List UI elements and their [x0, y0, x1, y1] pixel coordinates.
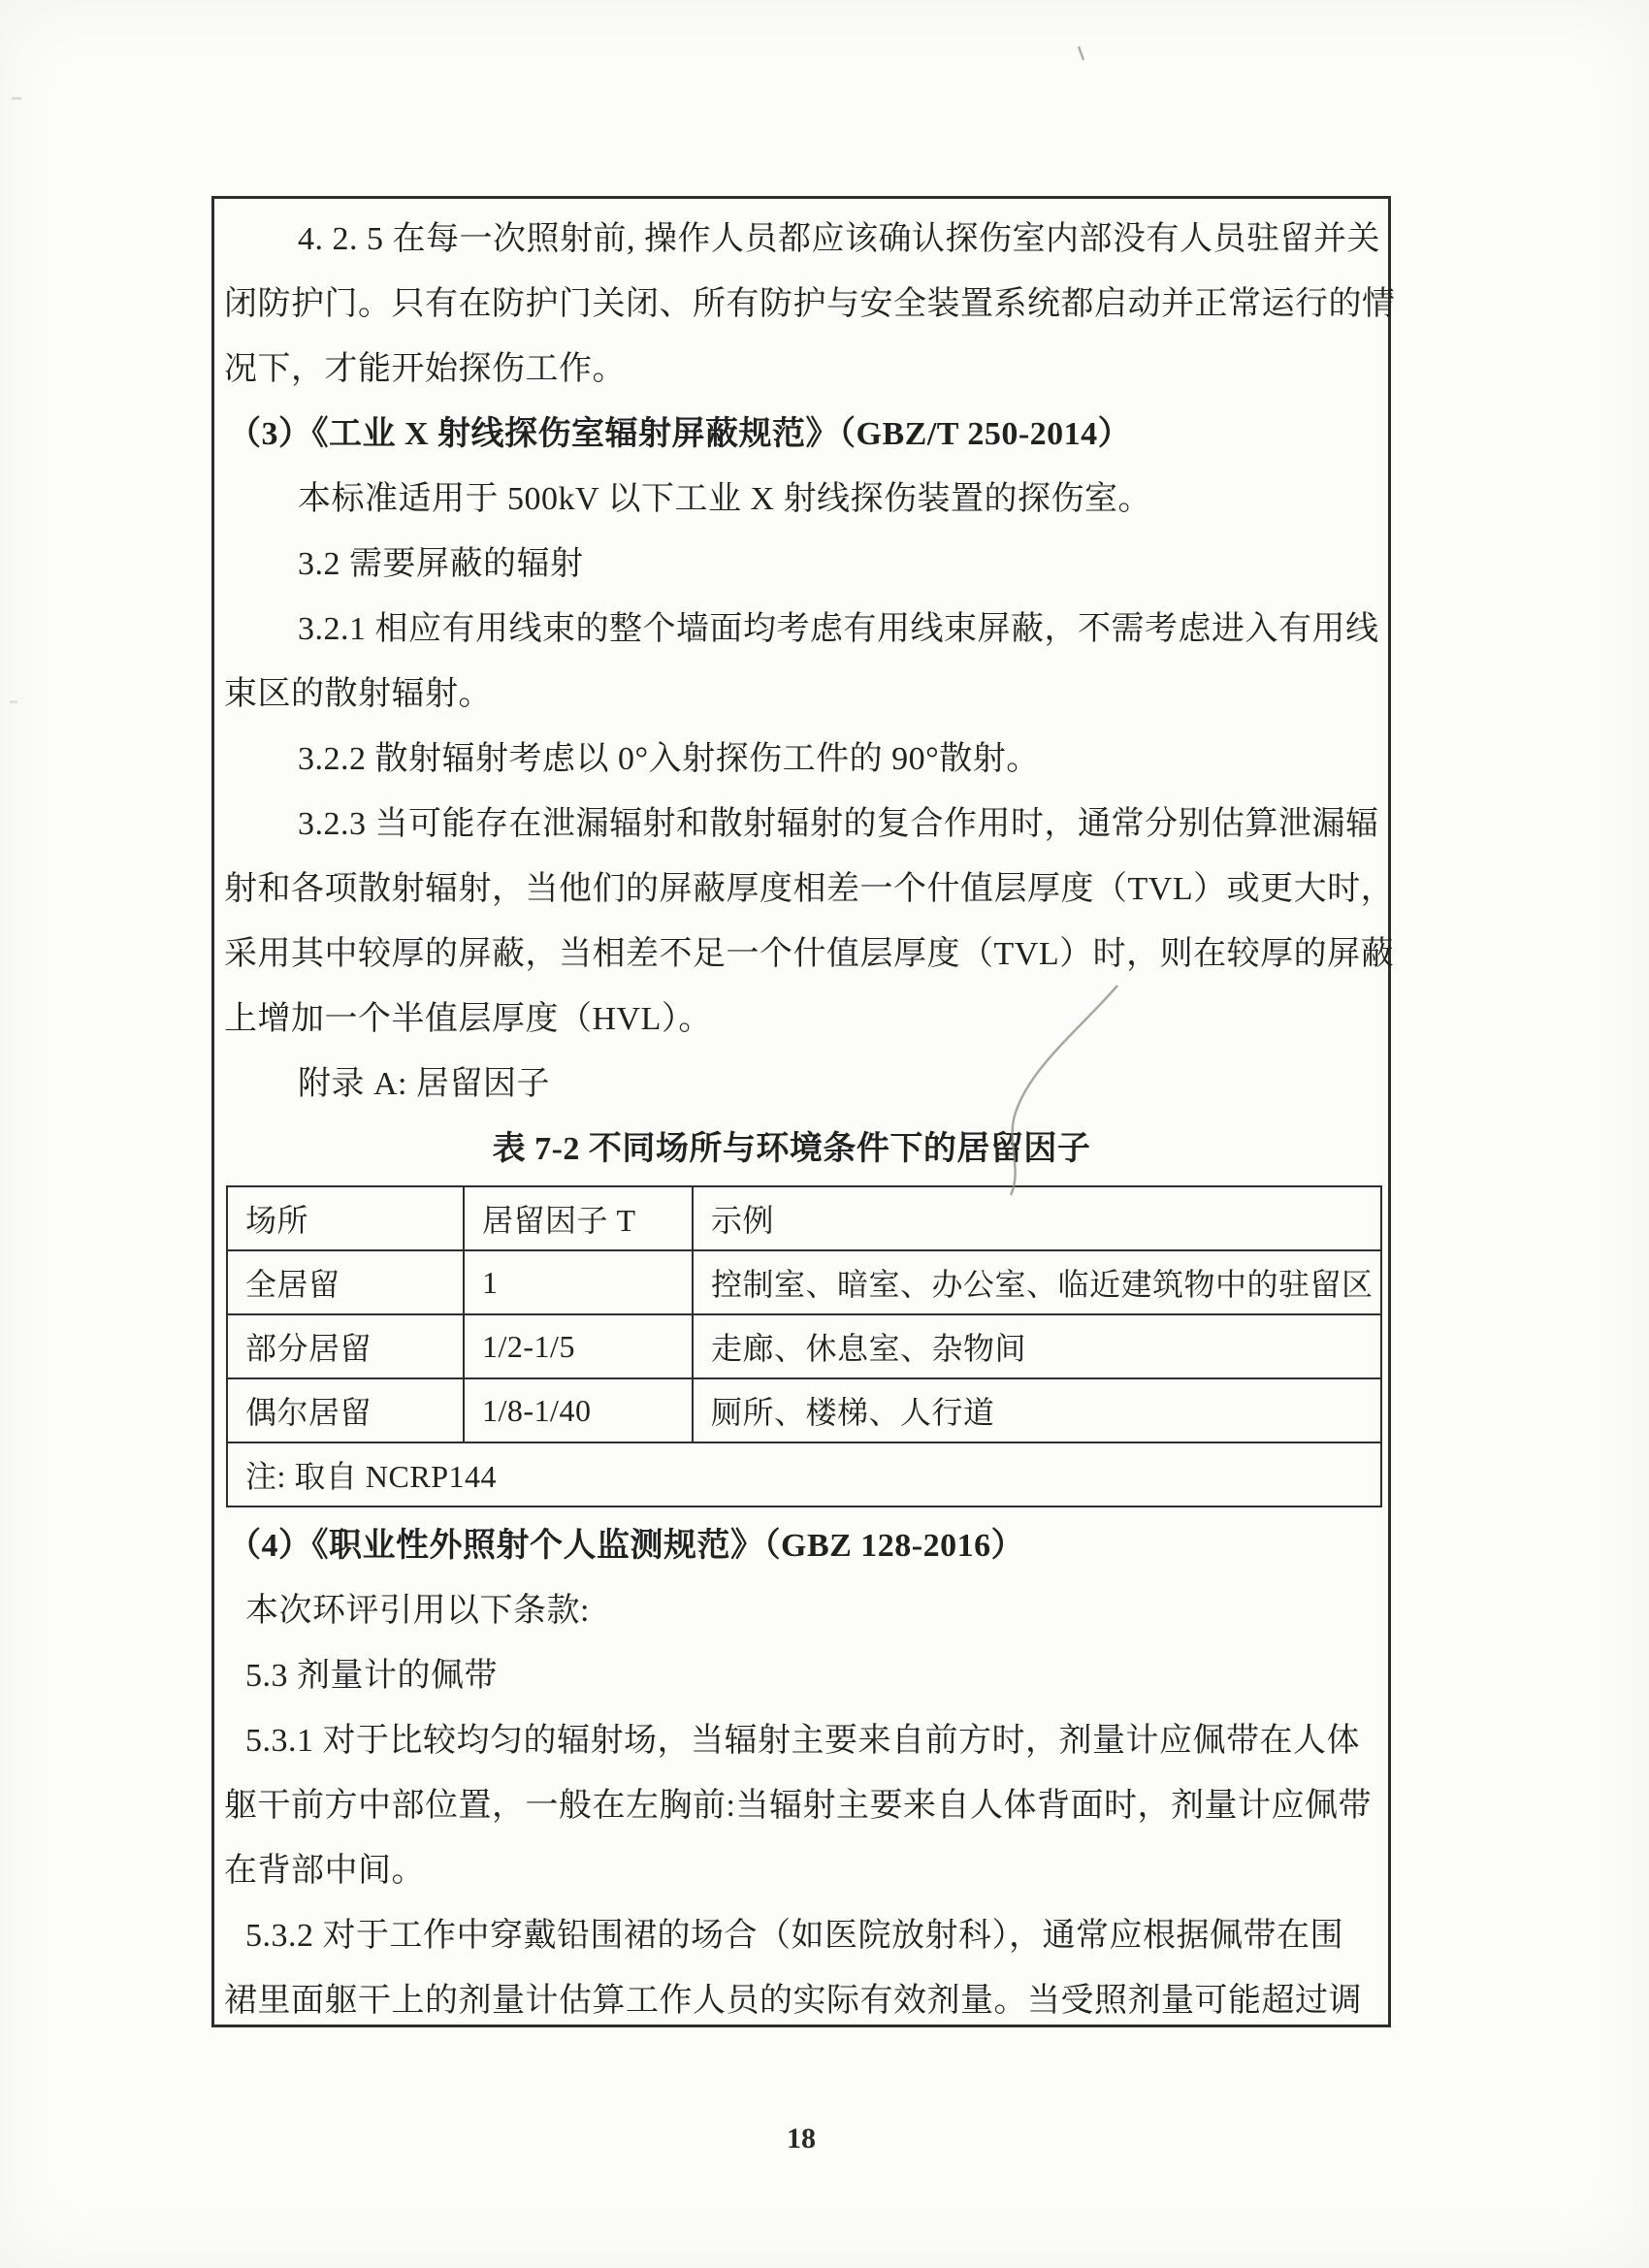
section-3-2-3-line-4: 上增加一个半值层厚度（HVL）。: [224, 1001, 712, 1037]
para-4-2-5-line-3: 况下，才能开始探伤工作。: [224, 351, 626, 387]
table-7-2-caption: 表 7-2 不同场所与环境条件下的居留因子: [492, 1131, 1091, 1167]
page-content: [214, 199, 1396, 2033]
para-4-2-5-line-1: 4. 2. 5 在每一次照射前, 操作人员都应该确认探伤室内部没有人员驻留并关: [298, 221, 1380, 257]
scan-speck-left-edge: [10, 700, 17, 703]
section-5-3-title: 5.3 剂量计的佩带: [245, 1658, 498, 1694]
section-3-2-1-line-2: 束区的散射辐射。: [224, 676, 492, 712]
cell-example: 走廊、休息室、杂物间: [693, 1314, 1381, 1378]
cell-place: 部分居留: [227, 1314, 464, 1378]
para-4-2-5-line-2: 闭防护门。只有在防护门关闭、所有防护与安全装置系统都启动并正常运行的情: [224, 286, 1396, 322]
header-cell-example: 示例: [693, 1186, 1381, 1250]
appendix-a-label: 附录 A: 居留因子: [298, 1066, 550, 1102]
table-note-row: [227, 1442, 1381, 1507]
table-note: 注: 取自 NCRP144: [227, 1442, 1381, 1507]
section-3-2-3-line-1: 3.2.3 当可能存在泄漏辐射和散射辐射的复合作用时，通常分别估算泄漏辐: [298, 806, 1379, 842]
section-5-3-2-line-1: 5.3.2 对于工作中穿戴铅围裙的场合（如医院放射科），通常应根据佩带在围: [245, 1918, 1343, 1954]
section-5-3-1-line-1: 5.3.1 对于比较均匀的辐射场，当辐射主要来自前方时，剂量计应佩带在人体: [245, 1723, 1360, 1759]
cell-example: 厕所、楼梯、人行道: [693, 1378, 1381, 1442]
section-5-3-2-line-2: 裙里面躯干上的剂量计估算工作人员的实际有效剂量。当受照剂量可能超过调: [224, 1983, 1362, 2019]
scan-speck-top-right: [1079, 47, 1083, 60]
section-5-3-1-line-3: 在背部中间。: [224, 1853, 425, 1889]
heading-standard-4: （4）《职业性外照射个人监测规范》（GBZ 128-2016）: [228, 1528, 1025, 1564]
header-cell-factor: 居留因子 T: [464, 1186, 693, 1250]
cell-factor: 1/8-1/40: [464, 1378, 693, 1442]
cell-example: 控制室、暗室、办公室、临近建筑物中的驻留区: [693, 1250, 1381, 1314]
scan-speck-left-edge: [12, 97, 21, 100]
section-3-2-3-line-3: 采用其中较厚的屏蔽，当相差不足一个什值层厚度（TVL）时，则在较厚的屏蔽: [224, 936, 1395, 972]
cell-factor: 1/2-1/5: [464, 1314, 693, 1378]
page-border-frame: [211, 196, 1396, 2027]
section-3-2-2: 3.2.2 散射辐射考虑以 0°入射探伤工件的 90°散射。: [298, 741, 1040, 777]
header-cell-place: 场所: [227, 1186, 464, 1250]
cell-factor: 1: [464, 1250, 693, 1314]
table-header-row: [227, 1186, 1381, 1250]
table-row: [227, 1250, 1381, 1314]
standard-3-scope: 本标准适用于 500kV 以下工业 X 射线探伤装置的探伤室。: [298, 481, 1151, 517]
section-3-2-3-line-2: 射和各项散射辐射，当他们的屏蔽厚度相差一个什值层厚度（TVL）或更大时，: [224, 871, 1395, 907]
cell-place: 全居留: [227, 1250, 464, 1314]
page-number: 18: [787, 2122, 816, 2155]
standard-4-intro: 本次环评引用以下条款:: [245, 1593, 590, 1629]
table-row: [227, 1314, 1381, 1378]
section-3-2-1-line-1: 3.2.1 相应有用线束的整个墙面均考虑有用线束屏蔽，不需考虑进入有用线: [298, 611, 1379, 647]
table-row: [227, 1378, 1381, 1442]
heading-standard-3: （3）《工业 X 射线探伤室辐射屏蔽规范》（GBZ/T 250-2014）: [228, 416, 1132, 452]
cell-place: 偶尔居留: [227, 1378, 464, 1442]
occupancy-factor-table: [226, 1185, 1382, 1507]
section-5-3-1-line-2: 躯干前方中部位置，一般在左胸前:当辐射主要来自人体背面时，剂量计应佩带: [224, 1788, 1372, 1824]
section-3-2-title: 3.2 需要屏蔽的辐射: [298, 546, 584, 582]
